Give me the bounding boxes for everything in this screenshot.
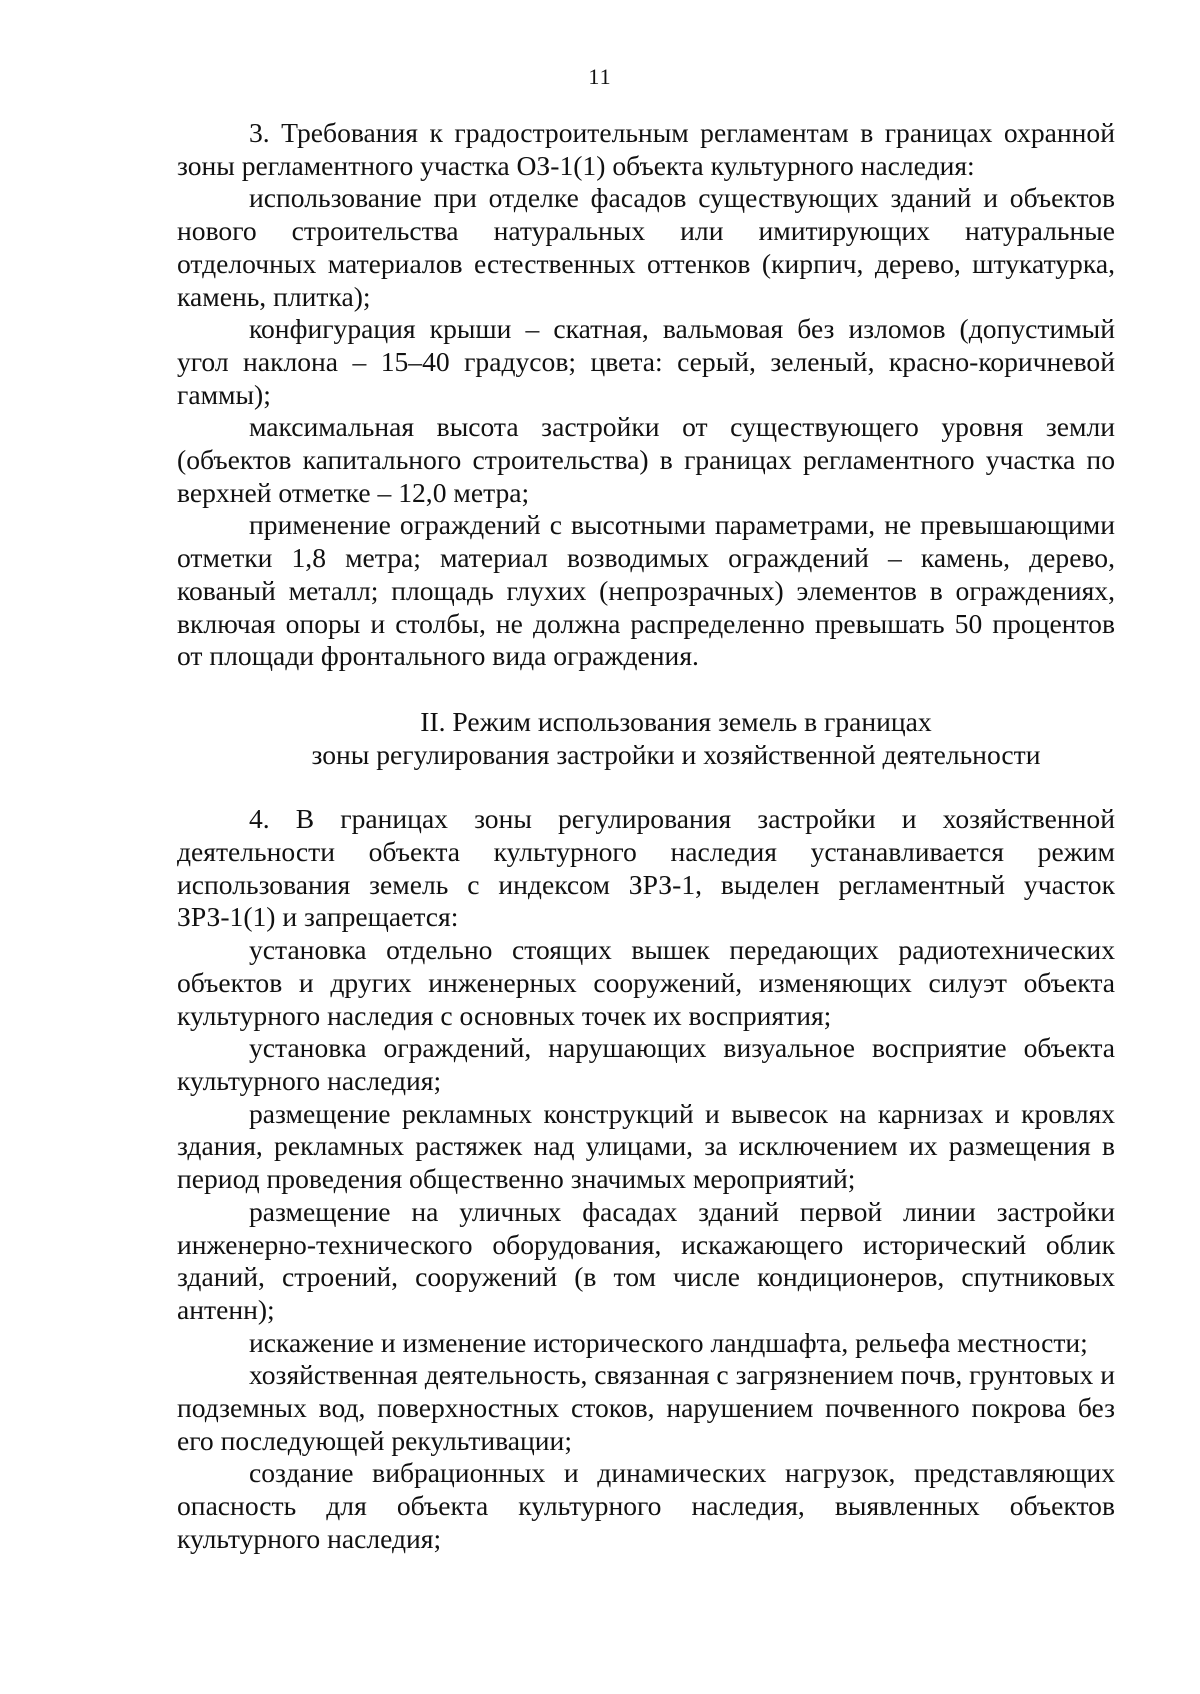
paragraph-economic-activity: хозяйственная деятельность, связанная с загрязнением почв, грунтовых и подземных вод, поверхностных стоков, нарушением почвенного покрова без его последующей рекультивации; xyxy=(177,1359,1115,1456)
page-number: 11 xyxy=(588,64,612,89)
paragraph-fences: применение ограждений с высотными параметрами, не превышающими отметки 1,8 метра; материал возводимых ограждений – камень, дерево, кованый металл; площадь глухих (непрозрачных) элементов в ограждениях, включая опоры и столбы, не должна распределенно превышать 50 процентов от площади фронтального вида ограждения. xyxy=(177,509,1115,672)
paragraph-equipment: размещение на уличных фасадах зданий первой линии застройки инженерно-технического оборудования, искажающего исторический облик зданий, строений, сооружений (в том числе кондиционеров, спутниковых антенн); xyxy=(177,1195,1115,1325)
paragraph-fence-installation: установка ограждений, нарушающих визуальное восприятие объекта культурного наследия; xyxy=(177,1032,1115,1096)
paragraph-facade-materials: использование при отделке фасадов существующих зданий и объектов нового строительства натуральных или имитирующих натуральные отделочных материалов естественных оттенков (кирпич, дерево, штукатурка, камень, плитка); xyxy=(177,182,1115,312)
paragraph-item-4: 4. В границах зоны регулирования застройки и хозяйственной деятельности объекта культурного наследия устанавливается режим использования земель с индексом ЗРЗ-1, выделен регламентный участок ЗРЗ-1(1) и запрещается: xyxy=(177,803,1115,933)
paragraph-roof-configuration: конфигурация крыши – скатная, вальмовая без изломов (допустимый угол наклона – 15–40 градусов; цвета: серый, зеленый, красно-коричневой гаммы); xyxy=(177,313,1115,410)
section-heading-line-2: зоны регулирования застройки и хозяйственной деятельности xyxy=(311,738,1041,770)
section-heading-line-1: II. Режим использования земель в границах xyxy=(420,705,932,737)
document-body xyxy=(177,117,1115,1556)
paragraph-towers: установка отдельно стоящих вышек передающих радиотехнических объектов и других инженерных сооружений, изменяющих силуэт объекта культурного наследия с основных точек их восприятия; xyxy=(177,934,1115,1031)
paragraph-max-height: максимальная высота застройки от существующего уровня земли (объектов капитального строительства) в границах регламентного участка по верхней отметке – 12,0 метра; xyxy=(177,411,1115,508)
section-heading xyxy=(177,706,1115,771)
paragraph-landscape: искажение и изменение исторического ландшафта, рельефа местности; xyxy=(249,1326,1088,1358)
paragraph-vibration: создание вибрационных и динамических нагрузок, представляющих опасность для объекта культурного наследия, выявленных объектов культурного наследия; xyxy=(177,1457,1115,1554)
paragraph-advertising: размещение рекламных конструкций и вывесок на карнизах и кровлях здания, рекламных растяжек над улицами, за исключением их размещения в период проведения общественно значимых мероприятий; xyxy=(177,1097,1115,1195)
paragraph-item-3: 3. Требования к градостроительным регламентам в границах охранной зоны регламентного участка ОЗ-1(1) объекта культурного наследия: xyxy=(177,117,1115,181)
